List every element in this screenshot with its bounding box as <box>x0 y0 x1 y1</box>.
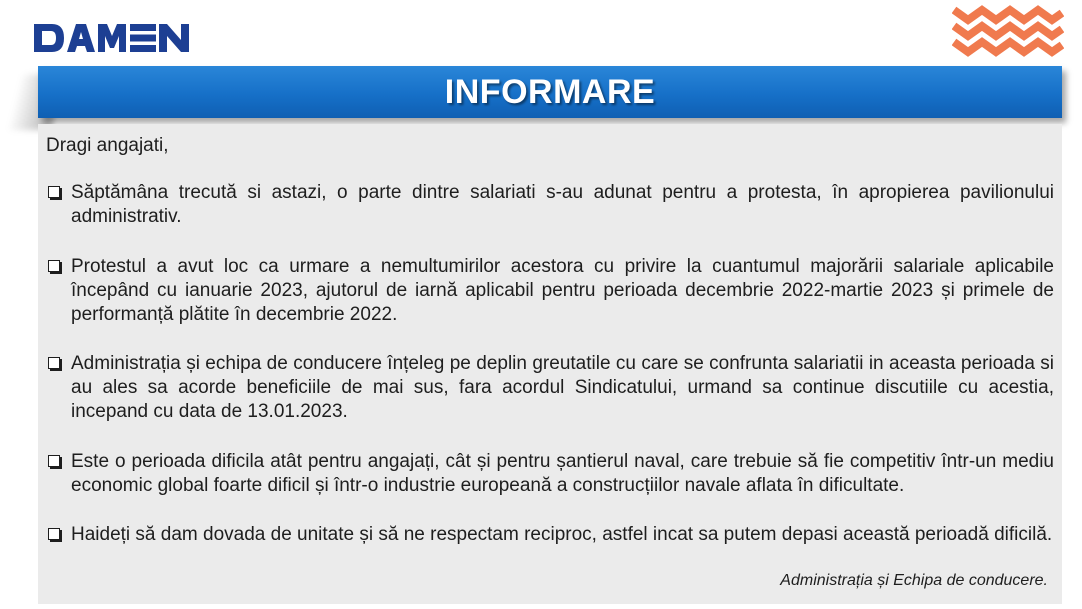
banner-title: INFORMARE <box>444 73 656 111</box>
list-item <box>46 181 1054 229</box>
list-item-text: Săptămâna trecută si astazi, o parte dintre salariati s-au adunat pentru a protesta, în apropierea pavilionului administrativ. <box>71 182 1054 227</box>
checkbox-bullet-icon <box>48 528 60 540</box>
checkbox-bullet-icon <box>48 260 60 272</box>
signature: Administrația și Echipa de conducere. <box>780 572 1048 589</box>
checkbox-bullet-icon <box>48 455 60 467</box>
title-banner <box>38 66 1062 118</box>
list-item-text: Administrația și echipa de conducere înțeleg pe deplin greutatile cu care se confrunta salariatii in aceasta perioada si au ales sa acorde beneficiile de mai sus, fara acordul Sindicatului, urmand sa continue discutiile cu acestia, incepand cu data de 13.01.2023. <box>71 353 1054 422</box>
greeting: Dragi angajati, <box>46 135 169 156</box>
list-item <box>46 255 1054 327</box>
list-item-text: Protestul a avut loc ca urmare a nemultumirilor acestora cu privire la cuantumul majorării salariale aplicabile începând cu ianuarie 2023, ajutorul de iarnă aplicabil pentru perioada decembrie 2022-martie 2023 și primele de performanță plătite în decembrie 2022. <box>71 256 1054 325</box>
list-item <box>46 450 1054 498</box>
content-panel <box>38 124 1062 604</box>
list-item <box>46 352 1054 424</box>
list-item <box>46 523 1054 547</box>
checkbox-bullet-icon <box>48 357 60 369</box>
list-item-text: Este o perioada dificila atât pentru angajați, cât și pentru șantierul naval, care trebuie să fie competitiv într-un mediu economic global foarte dificil și într-o industrie europeană a construcțiilor navale aflata în dificultate. <box>71 451 1054 496</box>
damen-logo <box>34 22 190 54</box>
list-item-text: Haideți să dam dovada de unitate și să ne respectam reciproc, astfel incat sa putem depasi această perioadă dificilă. <box>71 524 1053 545</box>
wave-chevron-mark <box>952 4 1064 58</box>
checkbox-bullet-icon <box>48 186 60 198</box>
